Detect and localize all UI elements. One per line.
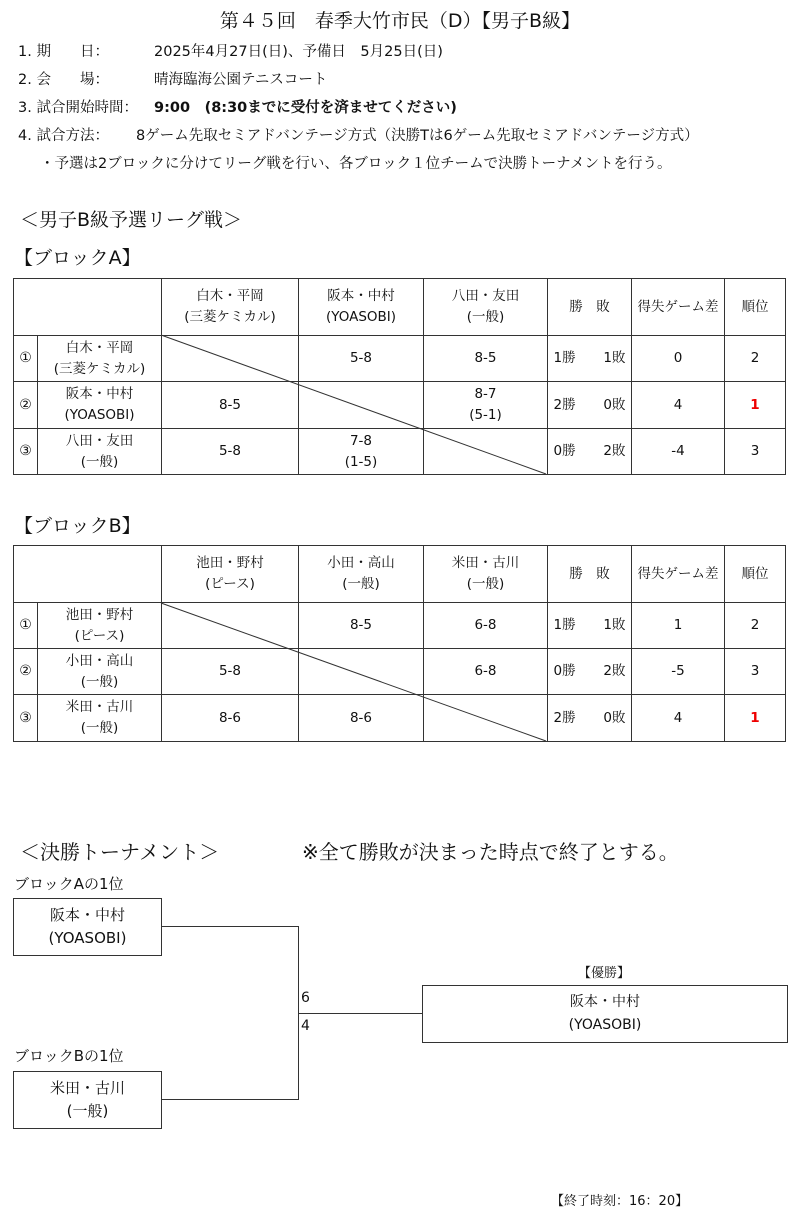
- score-value: 8-5: [474, 350, 497, 366]
- winloss-cell: [548, 429, 632, 475]
- header-team-org: (一般): [342, 576, 380, 592]
- header-empty: [14, 279, 162, 336]
- row-team-org: (三菱ケミカル): [53, 360, 146, 377]
- header-team-org: (YOASOBI): [325, 309, 397, 325]
- score-cell: [299, 695, 424, 742]
- row-number: ③: [14, 429, 38, 475]
- winloss-cell: [548, 336, 632, 382]
- score-value: 7-8: [349, 432, 373, 449]
- header-rank: 順位: [725, 546, 786, 603]
- block-b-table: [13, 545, 786, 742]
- info-date-label: 1. 期 日：: [18, 44, 109, 60]
- row-team-name: 白木・平岡: [65, 339, 134, 356]
- diff-cell: 0: [632, 336, 725, 382]
- losses: 2敗: [603, 663, 626, 679]
- row-team: [38, 382, 162, 429]
- score-value: 8-5: [218, 396, 242, 413]
- row-team-org: (一般): [80, 673, 119, 690]
- table-header-row: [14, 279, 786, 336]
- table-row: [14, 649, 786, 695]
- row-team-name: 小田・高山: [65, 652, 134, 669]
- row-number: ②: [14, 382, 38, 429]
- rank-cell: 3: [725, 649, 786, 695]
- header-team-name: 小田・高山: [327, 555, 395, 571]
- header-diff: 得失ゲーム差: [632, 279, 725, 336]
- row-team-name: 池田・野村: [65, 606, 134, 623]
- wins: 0勝: [553, 663, 576, 679]
- score-value: 8-6: [349, 709, 373, 726]
- score-value: 5-8: [349, 350, 373, 366]
- block-a-winner-name: 阪本・中村: [49, 906, 125, 924]
- row-team: [38, 603, 162, 649]
- score-a: 6: [301, 990, 310, 1006]
- league-title: ＜男子B級予選リーグ戦＞: [20, 209, 243, 231]
- end-time: 【終了時刻：16：20】: [551, 1194, 689, 1209]
- header-team-org: (一般): [466, 309, 505, 325]
- bracket-line-b: [161, 1099, 299, 1100]
- tiebreak-value: (5-1): [469, 407, 502, 423]
- header-team: [424, 279, 548, 336]
- score-cell: [424, 382, 548, 429]
- losses: 0敗: [603, 709, 626, 726]
- header-team-org: (三菱ケミカル): [184, 309, 276, 325]
- wins: 1勝: [553, 617, 576, 633]
- header-team-name: 池田・野村: [196, 555, 264, 571]
- block-b-winner-box: [13, 1071, 162, 1129]
- score-cell: [162, 603, 299, 649]
- wins: 1勝: [553, 350, 576, 366]
- row-team-org: (一般): [80, 720, 119, 736]
- header-team-org: (一般): [466, 576, 505, 592]
- winloss-cell: [548, 695, 632, 742]
- info-method-value: 8ゲーム先取セミアドバンテージ方式（決勝Tは6ゲーム先取セミアドバンテージ方式）: [136, 128, 699, 144]
- score-cell: [299, 649, 424, 695]
- score-cell: [424, 603, 548, 649]
- score-cell: [424, 695, 548, 742]
- row-number: ①: [14, 336, 38, 382]
- bracket-line-a: [161, 926, 299, 927]
- block-a-winner-box: [13, 898, 162, 956]
- table-row: [14, 695, 786, 742]
- row-team-name: 阪本・中村: [65, 386, 134, 402]
- winloss-cell: [548, 649, 632, 695]
- rank-cell: 1: [725, 382, 786, 429]
- header-team-org: (ピース): [205, 576, 255, 592]
- row-team-org: (一般): [80, 453, 119, 470]
- rank-cell: 2: [725, 603, 786, 649]
- diff-cell: 4: [632, 695, 725, 742]
- row-team: [38, 695, 162, 742]
- row-team: [38, 336, 162, 382]
- table-row: [14, 336, 786, 382]
- score-cell: [162, 649, 299, 695]
- block-b-title: 【ブロックB】: [14, 515, 141, 537]
- info-venue-value: 晴海臨海公園テニスコート: [154, 72, 328, 88]
- score-cell: [424, 336, 548, 382]
- losses: 1敗: [603, 350, 626, 366]
- score-cell: [424, 649, 548, 695]
- losses: 2敗: [603, 443, 626, 459]
- row-team-org: (ピース): [74, 627, 125, 644]
- table-row: [14, 603, 786, 649]
- score-cell: [162, 382, 299, 429]
- tournament-title: ＜決勝トーナメント＞: [20, 840, 220, 864]
- row-team: [38, 649, 162, 695]
- block-a-winner-label: ブロックAの1位: [14, 875, 124, 893]
- winloss-cell: [548, 603, 632, 649]
- diff-cell: 1: [632, 603, 725, 649]
- info-method-note: ・予選は2ブロックに分けてリーグ戦を行い、各ブロック１位チームで決勝トーナメントを行う。: [40, 156, 672, 172]
- score-cell: [424, 429, 548, 475]
- score-cell: [299, 429, 424, 475]
- header-diff: 得失ゲーム差: [632, 546, 725, 603]
- row-team-org: (YOASOBI): [64, 407, 135, 423]
- row-team-name: 八田・友田: [65, 432, 134, 449]
- header-team-name: 白木・平岡: [196, 288, 264, 304]
- block-b-winner-name: 米田・古川: [49, 1079, 125, 1097]
- header-winloss: 勝 敗: [548, 279, 632, 336]
- diff-cell: -5: [632, 649, 725, 695]
- score-value: 8-6: [218, 709, 242, 726]
- champion-org: (YOASOBI): [568, 1017, 642, 1033]
- diff-cell: 4: [632, 382, 725, 429]
- tiebreak-value: (1-5): [344, 453, 378, 470]
- header-team: [299, 279, 424, 336]
- losses: 0敗: [603, 396, 626, 413]
- block-a-table: [13, 278, 786, 475]
- info-start-label: 3. 試合開始時間：: [18, 100, 138, 116]
- row-number: ①: [14, 603, 38, 649]
- info-date-value: 2025年4月27日(日)、予備日 5月25日(日): [154, 44, 443, 60]
- score-value: 6-8: [474, 617, 497, 633]
- page-title: 第４５回 春季大竹市民（D）【男子B級】: [219, 10, 581, 32]
- score-cell: [299, 336, 424, 382]
- row-team: [38, 429, 162, 475]
- wins: 0勝: [553, 443, 576, 459]
- block-a-winner-org: (YOASOBI): [48, 929, 127, 947]
- rank-cell: 2: [725, 336, 786, 382]
- header-team: [299, 546, 424, 603]
- header-rank: 順位: [725, 279, 786, 336]
- header-team-name: 八田・友田: [451, 288, 520, 304]
- score-value: 8-5: [349, 617, 373, 633]
- row-number: ③: [14, 695, 38, 742]
- info-method-label: 4. 試合方法：: [18, 128, 109, 144]
- score-b: 4: [301, 1018, 310, 1034]
- score-value: 5-8: [218, 663, 242, 679]
- champion-name: 阪本・中村: [570, 994, 640, 1010]
- score-value: 6-8: [474, 663, 497, 679]
- header-empty: [14, 546, 162, 603]
- tournament-note: ※全て勝敗が決まった時点で終了とする。: [302, 840, 679, 864]
- winloss-cell: [548, 382, 632, 429]
- header-team: [424, 546, 548, 603]
- table-row: [14, 382, 786, 429]
- score-value: 8-7: [474, 386, 497, 402]
- header-team: [162, 546, 299, 603]
- champion-box: [422, 985, 788, 1043]
- block-a-title: 【ブロックA】: [14, 247, 141, 269]
- rank-cell: 3: [725, 429, 786, 475]
- block-b-winner-org: (一般): [66, 1102, 109, 1120]
- header-team-name: 米田・古川: [451, 555, 520, 571]
- rank-cell: 1: [725, 695, 786, 742]
- header-team-name: 阪本・中村: [327, 288, 395, 304]
- block-b-winner-label: ブロックBの1位: [14, 1047, 124, 1065]
- header-team: [162, 279, 299, 336]
- score-cell: [162, 336, 299, 382]
- losses: 1敗: [603, 617, 626, 633]
- score-cell: [299, 603, 424, 649]
- score-cell: [162, 695, 299, 742]
- score-cell: [162, 429, 299, 475]
- score-value: 5-8: [218, 443, 242, 459]
- wins: 2勝: [553, 396, 576, 413]
- score-cell: [299, 382, 424, 429]
- wins: 2勝: [553, 709, 576, 726]
- info-venue-label: 2. 会 場：: [18, 72, 109, 88]
- champion-label: 【優勝】: [577, 966, 630, 981]
- table-header-row: [14, 546, 786, 603]
- table-row: [14, 429, 786, 475]
- bracket-line-final: [298, 1013, 422, 1014]
- info-start-value: 9:00 (8:30までに受付を済ませてください): [154, 100, 457, 116]
- row-team-name: 米田・古川: [65, 699, 134, 715]
- header-winloss: 勝 敗: [548, 546, 632, 603]
- diff-cell: -4: [632, 429, 725, 475]
- row-number: ②: [14, 649, 38, 695]
